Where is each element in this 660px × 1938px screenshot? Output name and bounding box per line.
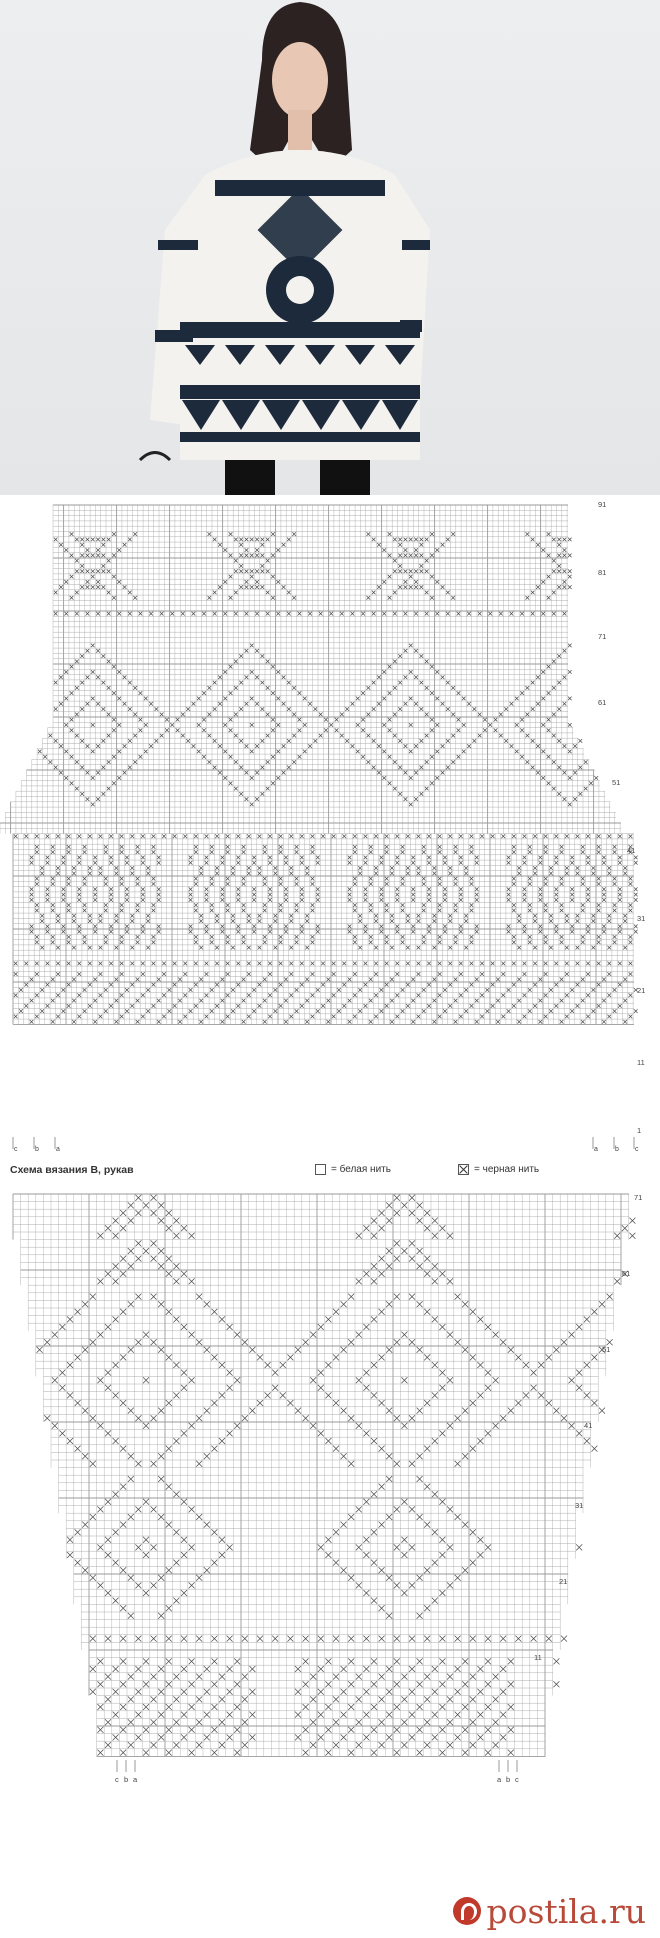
body-knitting-chart xyxy=(0,497,660,1157)
sweater-illustration xyxy=(0,0,660,495)
body-chart-grid xyxy=(0,505,634,1024)
model-photo xyxy=(0,0,660,495)
